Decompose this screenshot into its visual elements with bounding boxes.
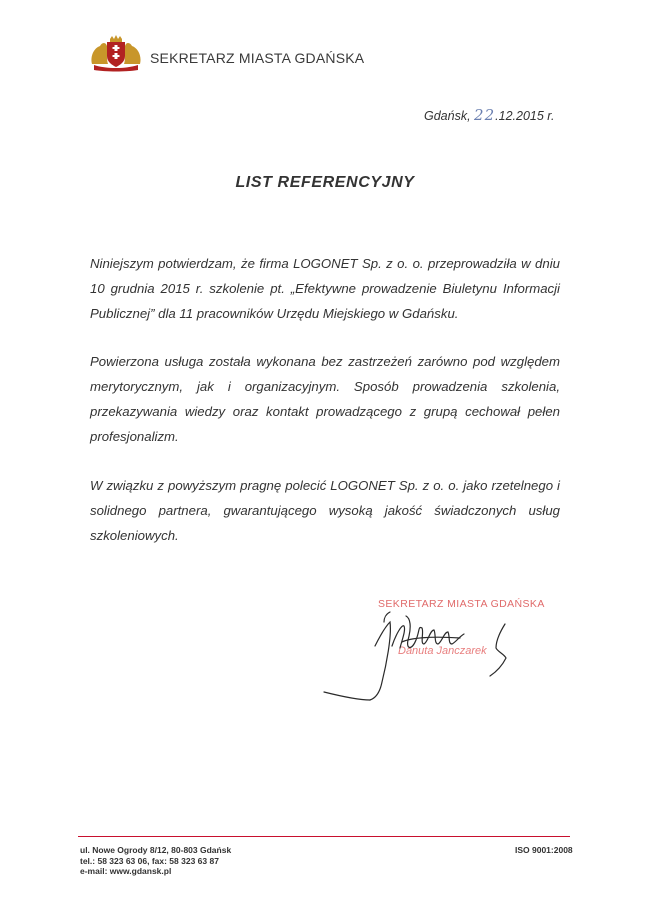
place: Gdańsk, (424, 109, 471, 123)
paragraph-2: Powierzona usługa została wykonana bez zastrzeżeń zarówno pod względem merytorycznym, jak i organizacyjnym. Sposób prowadzenia szkolenia, przekazywania wiedzy oraz kontakt prowadzącego z grupą cechował pełen profesjonalizm. (90, 354, 560, 444)
date-rest: .12.2015 r. (495, 109, 555, 123)
footer-address: ul. Nowe Ogrody 8/12, 80-803 Gdańsk (80, 845, 232, 855)
document-title: LIST REFERENCYJNY (235, 174, 415, 191)
footer-contact (80, 845, 231, 877)
paragraph-1: Niniejszym potwierdzam, że firma LOGONET Sp. z o. o. przeprowadziła w dniu 10 grudnia 2015 r. szkolenie pt. „Efektywne prowadzenie Biuletynu Informacji Publicznej” dla 11 pracowników Urzędu Miejskiego w Gdańsku. (90, 256, 560, 321)
paragraph-3: W związku z powyższym pragnę polecić LOGONET Sp. z o. o. jako rzetelnego i solidnego partnera, gwarantującego wysoką jakość świadczonych usług szkoleniowych. (90, 478, 560, 543)
place-and-date (424, 106, 554, 124)
stamp-title: SEKRETARZ MIASTA GDAŃSKA (378, 598, 545, 610)
organization-name: SEKRETARZ MIASTA GDAŃSKA (150, 50, 365, 66)
footer-divider (78, 836, 570, 837)
footer-email: e-mail: www.gdansk.pl (80, 866, 172, 876)
stamp-name: Danuta Janczarek (398, 645, 487, 657)
iso-certification: ISO 9001:2008 (515, 845, 573, 855)
handwritten-signature (320, 596, 530, 706)
footer-phone: tel.: 58 323 63 06, fax: 58 323 63 87 (80, 855, 219, 866)
handwritten-day: 22 (474, 106, 496, 124)
gdansk-coat-of-arms-logo (88, 34, 144, 72)
